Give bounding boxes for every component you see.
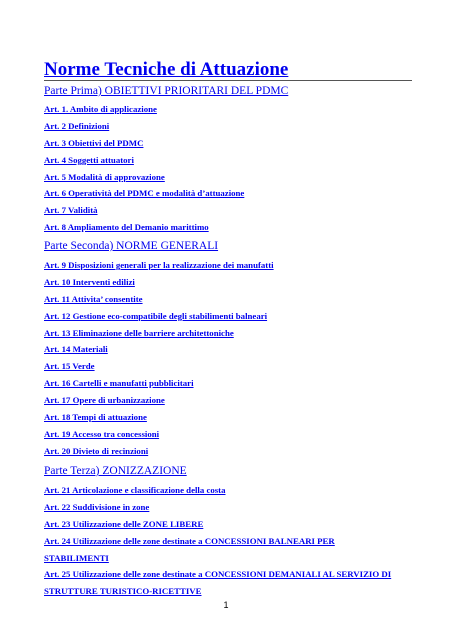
toc-list-parte-terza: [44, 482, 424, 600]
document-title[interactable]: Norme Tecniche di Attuazione: [44, 59, 289, 80]
toc-link-art-15[interactable]: Art. 15 Verde: [44, 361, 95, 372]
page-number: 1: [223, 600, 229, 610]
section-heading-parte-prima[interactable]: [44, 85, 288, 97]
toc-link-art-4[interactable]: Art. 4 Soggetti attuatori: [44, 154, 134, 165]
toc-link-art-24-continued[interactable]: STABILIMENTI: [44, 552, 109, 563]
toc-link-art-21[interactable]: Art. 21 Articolazione e classificazione della costa: [44, 485, 226, 495]
section-heading-label[interactable]: Parte Terza) ZONIZZAZIONE: [44, 465, 187, 477]
toc-link-art-2[interactable]: Art. 2 Definizioni: [44, 120, 110, 131]
section-heading-label[interactable]: Parte Seconda) NORME GENERALI: [44, 240, 219, 252]
toc-link-art-7[interactable]: Art. 7 Validità: [44, 205, 98, 216]
toc-link-art-20[interactable]: Art. 20 Divieto di recinzioni: [44, 445, 149, 456]
section-heading-parte-terza[interactable]: [44, 465, 187, 477]
toc-link-art-9[interactable]: Art. 9 Disposizioni generali per la realizzazione dei manufatti: [44, 260, 274, 270]
toc-link-art-5[interactable]: Art. 5 Modalità di approvazione: [44, 171, 165, 182]
toc-link-art-1[interactable]: Art. 1. Ambito di applicazione: [44, 104, 157, 114]
toc-link-art-25-continued[interactable]: STRUTTURE TURISTICO-RICETTIVE: [44, 586, 202, 597]
toc-link-art-10[interactable]: Art. 10 Interventi edilizi: [44, 276, 135, 287]
title-divider: [44, 80, 412, 81]
toc-link-art-12[interactable]: Art. 12 Gestione eco-compatibile degli stabilimenti balneari: [44, 310, 268, 321]
toc-link-art-13[interactable]: Art. 13 Eliminazione delle barriere architettoniche: [44, 327, 234, 338]
toc-link-art-6[interactable]: Art. 6 Operatività del PDMC e modalità d’attuazione: [44, 188, 245, 199]
toc-link-art-25[interactable]: Art. 25 Utilizzazione delle zone destinate a CONCESSIONI DEMANIALI AL SERVIZIO DI: [44, 569, 392, 580]
toc-link-art-8[interactable]: Art. 8 Ampliamento del Demanio marittimo: [44, 222, 209, 233]
toc-link-art-18[interactable]: Art. 18 Tempi di attuazione: [44, 412, 147, 423]
section-heading-parte-seconda[interactable]: [44, 240, 218, 252]
toc-link-art-14[interactable]: Art. 14 Materiali: [44, 344, 108, 355]
toc-list-parte-prima: [44, 101, 424, 236]
toc-link-art-24[interactable]: Art. 24 Utilizzazione delle zone destinate a CONCESSIONI BALNEARI PER: [44, 535, 335, 546]
section-heading-label[interactable]: Parte Prima) OBIETTIVI PRIORITARI DEL PDMC: [44, 85, 289, 97]
toc-link-art-22[interactable]: Art. 22 Suddivisione in zone: [44, 501, 150, 512]
toc-link-art-16[interactable]: Art. 16 Cartelli e manufatti pubblicitari: [44, 378, 194, 389]
toc-link-art-23[interactable]: Art. 23 Utilizzazione delle ZONE LIBERE: [44, 518, 204, 529]
toc-link-art-3[interactable]: Art. 3 Obiettivi del PDMC: [44, 137, 144, 148]
toc-link-art-17[interactable]: Art. 17 Opere di urbanizzazione: [44, 395, 165, 406]
toc-list-parte-seconda: [44, 257, 424, 460]
toc-link-art-11[interactable]: Art. 11 Attivita’ consentite: [44, 293, 143, 304]
toc-link-art-19[interactable]: Art. 19 Accesso tra concessioni: [44, 428, 160, 439]
